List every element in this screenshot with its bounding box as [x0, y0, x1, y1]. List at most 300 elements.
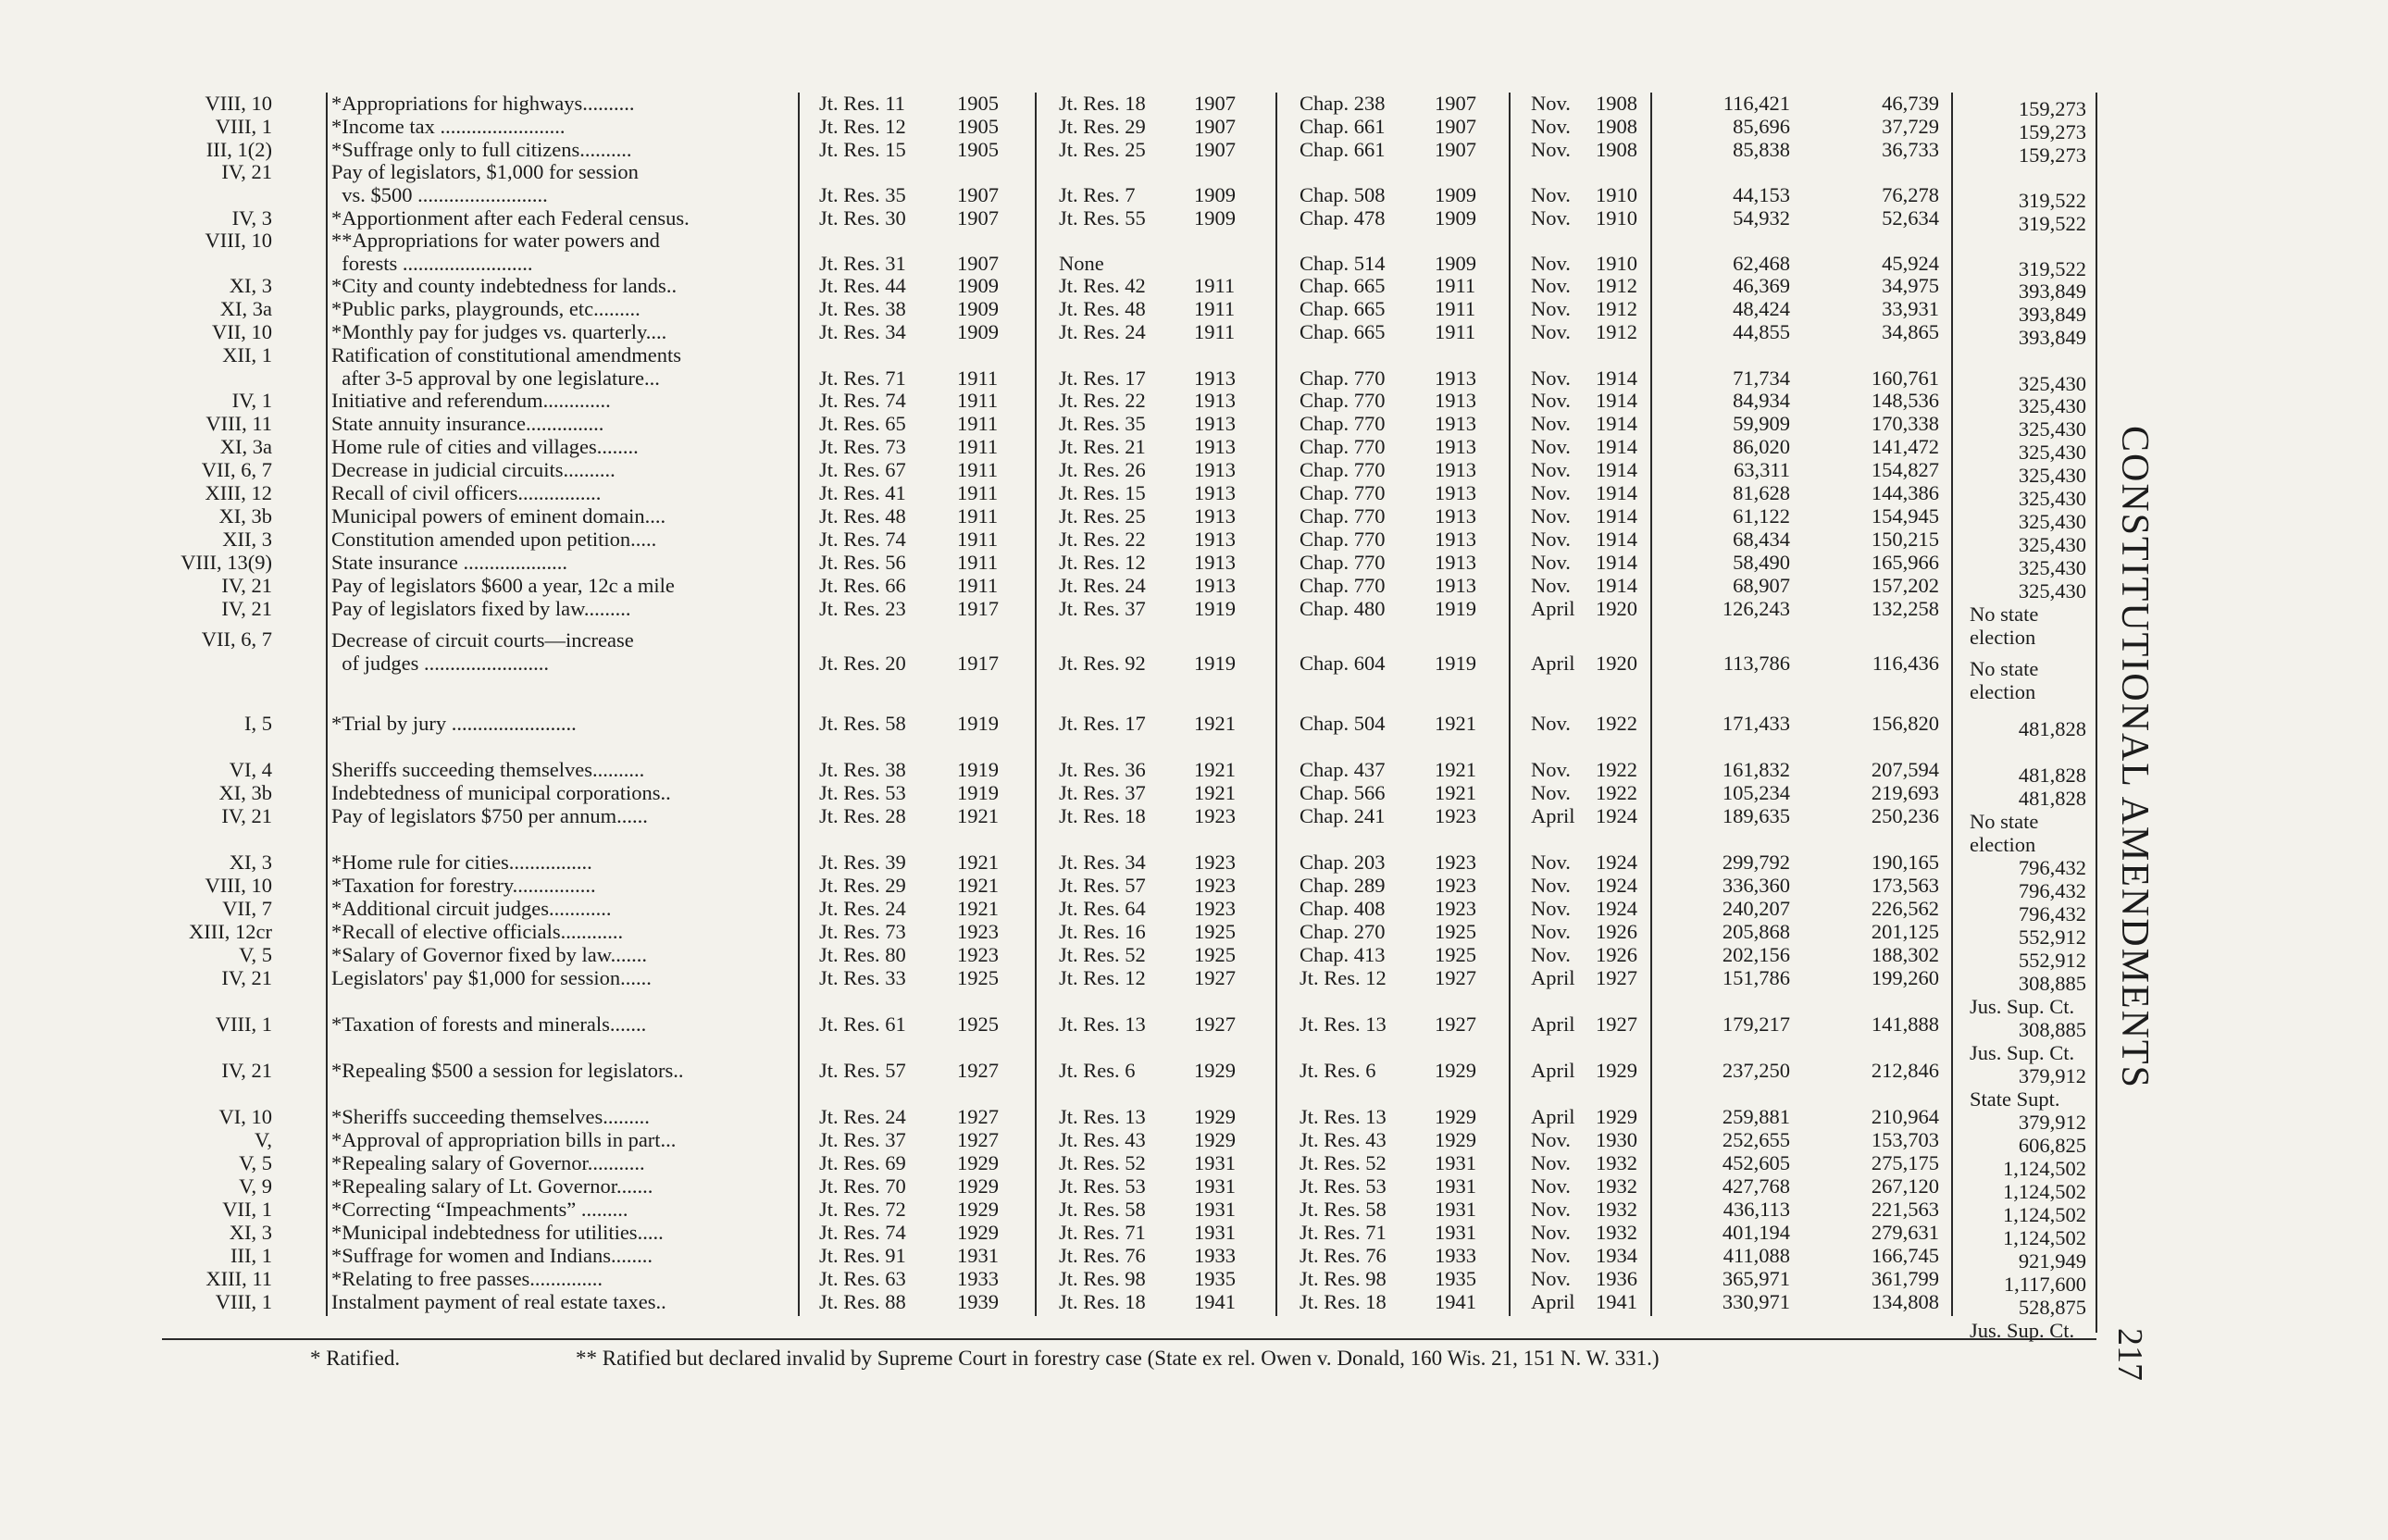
submitted-month-cell: Nov.	[1531, 1267, 1571, 1290]
submitted-year-cell: 1932	[1596, 1221, 1637, 1244]
subject-cell: Ratification of constitutional amendments	[331, 344, 682, 366]
submitted-month-cell: April	[1531, 1012, 1575, 1036]
second-passed-cell: Jt. Res. 22	[1059, 389, 1146, 412]
yes-votes-cell: 46,369	[1733, 274, 1790, 297]
first-year-cell: 1921	[957, 851, 999, 874]
second-passed-cell: Jt. Res. 15	[1059, 481, 1146, 504]
subject-cell: *Salary of Governor fixed by law.......	[331, 944, 647, 966]
first-passed-cell: Jt. Res. 24	[819, 897, 906, 920]
section-cell: IV, 3	[231, 206, 272, 230]
subject-cell: *Municipal indebtedness for utilities.....	[331, 1222, 664, 1244]
submitted-month-cell: Nov.	[1531, 504, 1571, 528]
yes-votes-cell: 84,934	[1733, 389, 1790, 412]
submitted-year-cell: 1924	[1596, 874, 1637, 897]
column-rule	[1509, 93, 1511, 1316]
side-title: CONSTITUTIONAL AMENDMENTS	[2113, 426, 2156, 1089]
first-passed-cell: Jt. Res. 37	[819, 1128, 906, 1151]
submitted-month-cell: Nov.	[1531, 274, 1571, 297]
first-year-cell: 1931	[957, 1244, 999, 1267]
section-cell: I, 5	[244, 712, 272, 735]
no-votes-cell: 154,945	[1871, 504, 1939, 528]
first-passed-cell: Jt. Res. 31	[819, 251, 906, 275]
section-cell: III, 1(2)	[205, 138, 272, 161]
yes-votes-cell: 48,424	[1733, 297, 1790, 320]
chapter-cell: Chap. 238	[1300, 92, 1386, 115]
chapter-cell: Chap. 770	[1300, 435, 1386, 458]
submitted-year-cell: 1910	[1596, 251, 1637, 275]
chapter-cell: Jt. Res. 12	[1300, 966, 1387, 989]
chapter-cell: Chap. 770	[1300, 458, 1386, 481]
submitted-month-cell: Nov.	[1531, 1221, 1571, 1244]
submitted-month-cell: Nov.	[1531, 1198, 1571, 1221]
no-votes-cell: 207,594	[1871, 758, 1939, 781]
first-year-cell: 1905	[957, 115, 999, 138]
second-year-cell: 1929	[1194, 1128, 1236, 1151]
chapter-year-cell: 1935	[1435, 1267, 1476, 1290]
subject-cell: *Additional circuit judges............	[331, 898, 612, 920]
first-passed-cell: Jt. Res. 61	[819, 1012, 906, 1036]
second-year-cell: 1931	[1194, 1151, 1236, 1174]
first-year-cell: 1933	[957, 1267, 999, 1290]
total-vote-cell: election	[1970, 832, 2036, 856]
second-passed-cell: Jt. Res. 36	[1059, 758, 1146, 781]
chapter-year-cell: 1941	[1435, 1290, 1476, 1313]
no-votes-cell: 212,846	[1871, 1059, 1939, 1082]
total-vote-cell: 308,885	[2018, 1018, 2086, 1041]
second-passed-cell: Jt. Res. 37	[1059, 597, 1146, 620]
yes-votes-cell: 252,655	[1722, 1128, 1790, 1151]
first-passed-cell: Jt. Res. 56	[819, 551, 906, 574]
first-passed-cell: Jt. Res. 38	[819, 297, 906, 320]
total-vote-cell: 159,273	[2018, 97, 2086, 120]
subject-cell: vs. $500 .........................	[331, 183, 548, 206]
no-votes-cell: 267,120	[1871, 1174, 1939, 1198]
yes-votes-cell: 161,832	[1722, 758, 1790, 781]
total-vote-cell: 319,522	[2018, 212, 2086, 235]
second-year-cell: 1929	[1194, 1059, 1236, 1082]
subject-cell: of judges ........................	[331, 652, 549, 675]
subject-cell: Decrease of circuit courts—increase	[331, 629, 634, 652]
second-passed-cell: Jt. Res. 92	[1059, 652, 1146, 675]
chapter-year-cell: 1907	[1435, 138, 1476, 161]
first-passed-cell: Jt. Res. 70	[819, 1174, 906, 1198]
chapter-year-cell: 1913	[1435, 366, 1476, 390]
subject-cell: *Correcting “Impeachments” .........	[331, 1198, 628, 1221]
first-passed-cell: Jt. Res. 30	[819, 206, 906, 230]
second-passed-cell: Jt. Res. 12	[1059, 551, 1146, 574]
yes-votes-cell: 205,868	[1722, 920, 1790, 943]
page-number: 217	[2110, 1328, 2149, 1381]
chapter-year-cell: 1913	[1435, 528, 1476, 551]
second-year-cell: 1931	[1194, 1174, 1236, 1198]
submitted-year-cell: 1929	[1596, 1105, 1637, 1128]
first-passed-cell: Jt. Res. 41	[819, 481, 906, 504]
total-vote-cell: Jus. Sup. Ct.	[1970, 994, 2075, 1018]
total-vote-cell: 1,124,502	[2003, 1180, 2086, 1203]
chapter-cell: Chap. 478	[1300, 206, 1386, 230]
first-year-cell: 1911	[957, 481, 999, 504]
subject-cell: Pay of legislators $750 per annum......	[331, 805, 648, 827]
second-passed-cell: Jt. Res. 37	[1059, 781, 1146, 804]
submitted-month-cell: April	[1531, 1059, 1575, 1082]
first-passed-cell: Jt. Res. 35	[819, 182, 906, 206]
second-passed-cell: Jt. Res. 71	[1059, 1221, 1146, 1244]
first-year-cell: 1911	[957, 458, 999, 481]
submitted-year-cell: 1924	[1596, 897, 1637, 920]
submitted-year-cell: 1914	[1596, 574, 1637, 597]
submitted-month-cell: Nov.	[1531, 435, 1571, 458]
submitted-year-cell: 1920	[1596, 652, 1637, 675]
no-votes-cell: 165,966	[1871, 551, 1939, 574]
yes-votes-cell: 54,932	[1733, 206, 1790, 230]
first-passed-cell: Jt. Res. 44	[819, 274, 906, 297]
total-vote-cell: 528,875	[2018, 1296, 2086, 1319]
total-vote-cell: 796,432	[2018, 879, 2086, 902]
chapter-cell: Jt. Res. 18	[1300, 1290, 1387, 1313]
second-year-cell: 1913	[1194, 435, 1236, 458]
subject-cell: *Trial by jury ........................	[331, 713, 577, 735]
total-vote-cell: election	[1970, 679, 2036, 703]
subject-cell: Sheriffs succeeding themselves..........	[331, 759, 645, 781]
submitted-month-cell: Nov.	[1531, 758, 1571, 781]
second-passed-cell: Jt. Res. 55	[1059, 206, 1146, 230]
chapter-year-cell: 1919	[1435, 652, 1476, 675]
total-vote-cell: Jus. Sup. Ct.	[1970, 1040, 2075, 1064]
second-passed-cell: None	[1059, 251, 1104, 275]
submitted-month-cell: April	[1531, 1290, 1575, 1313]
second-year-cell: 1923	[1194, 897, 1236, 920]
subject-cell: *Home rule for cities................	[331, 851, 592, 874]
no-votes-cell: 34,975	[1882, 274, 1939, 297]
yes-votes-cell: 85,696	[1733, 115, 1790, 138]
section-cell: VII, 1	[222, 1198, 272, 1221]
total-vote-cell: 796,432	[2018, 856, 2086, 879]
submitted-month-cell: Nov.	[1531, 389, 1571, 412]
submitted-year-cell: 1914	[1596, 551, 1637, 574]
total-vote-cell: 1,124,502	[2003, 1226, 2086, 1249]
yes-votes-cell: 427,768	[1722, 1174, 1790, 1198]
chapter-year-cell: 1913	[1435, 574, 1476, 597]
column-rule	[1951, 93, 1953, 1316]
submitted-year-cell: 1914	[1596, 366, 1637, 390]
chapter-year-cell: 1931	[1435, 1198, 1476, 1221]
chapter-year-cell: 1911	[1435, 297, 1476, 320]
chapter-cell: Chap. 408	[1300, 897, 1386, 920]
chapter-year-cell: 1921	[1435, 712, 1476, 735]
section-cell: XI, 3b	[218, 504, 272, 528]
first-year-cell: 1907	[957, 206, 999, 230]
second-year-cell: 1925	[1194, 943, 1236, 966]
subject-cell: Initiative and referendum.............	[331, 390, 611, 412]
chapter-cell: Chap. 770	[1300, 574, 1386, 597]
submitted-year-cell: 1914	[1596, 458, 1637, 481]
second-passed-cell: Jt. Res. 6	[1059, 1059, 1136, 1082]
first-year-cell: 1921	[957, 874, 999, 897]
first-passed-cell: Jt. Res. 34	[819, 320, 906, 343]
yes-votes-cell: 171,433	[1722, 712, 1790, 735]
section-cell: XIII, 12cr	[189, 920, 272, 943]
submitted-month-cell: Nov.	[1531, 781, 1571, 804]
second-year-cell: 1941	[1194, 1290, 1236, 1313]
first-passed-cell: Jt. Res. 74	[819, 389, 906, 412]
submitted-month-cell: Nov.	[1531, 206, 1571, 230]
chapter-cell: Jt. Res. 71	[1300, 1221, 1387, 1244]
yes-votes-cell: 330,971	[1722, 1290, 1790, 1313]
no-votes-cell: 45,924	[1882, 251, 1939, 275]
first-year-cell: 1911	[957, 504, 999, 528]
column-rule	[798, 93, 800, 1316]
first-year-cell: 1907	[957, 182, 999, 206]
second-year-cell: 1907	[1194, 138, 1236, 161]
total-vote-cell: 325,430	[2018, 394, 2086, 417]
second-year-cell: 1913	[1194, 574, 1236, 597]
first-year-cell: 1909	[957, 274, 999, 297]
yes-votes-cell: 365,971	[1722, 1267, 1790, 1290]
total-vote-cell: 325,430	[2018, 371, 2086, 395]
subject-cell: *Suffrage only to full citizens..........	[331, 139, 632, 161]
first-year-cell: 1929	[957, 1174, 999, 1198]
chapter-cell: Jt. Res. 76	[1300, 1244, 1387, 1267]
submitted-month-cell: Nov.	[1531, 366, 1571, 390]
first-passed-cell: Jt. Res. 72	[819, 1198, 906, 1221]
chapter-year-cell: 1925	[1435, 943, 1476, 966]
second-year-cell: 1913	[1194, 412, 1236, 435]
submitted-month-cell: Nov.	[1531, 551, 1571, 574]
submitted-year-cell: 1922	[1596, 781, 1637, 804]
chapter-year-cell: 1931	[1435, 1151, 1476, 1174]
section-cell: VIII, 13(9)	[180, 551, 272, 574]
first-passed-cell: Jt. Res. 71	[819, 366, 906, 390]
first-year-cell: 1919	[957, 781, 999, 804]
section-cell: IV, 1	[231, 389, 272, 412]
first-passed-cell: Jt. Res. 73	[819, 920, 906, 943]
subject-cell: Recall of civil officers................	[331, 482, 602, 504]
total-vote-cell: 159,273	[2018, 143, 2086, 167]
submitted-year-cell: 1927	[1596, 1012, 1637, 1036]
first-passed-cell: Jt. Res. 24	[819, 1105, 906, 1128]
chapter-year-cell: 1907	[1435, 92, 1476, 115]
total-vote-cell: Jus. Sup. Ct.	[1970, 1318, 2075, 1342]
chapter-year-cell: 1913	[1435, 551, 1476, 574]
first-passed-cell: Jt. Res. 63	[819, 1267, 906, 1290]
subject-cell: *Taxation of forests and minerals.......	[331, 1013, 647, 1036]
submitted-month-cell: Nov.	[1531, 458, 1571, 481]
section-cell: IV, 21	[221, 574, 272, 597]
submitted-month-cell: Nov.	[1531, 1151, 1571, 1174]
first-passed-cell: Jt. Res. 15	[819, 138, 906, 161]
second-year-cell: 1913	[1194, 366, 1236, 390]
subject-cell: Pay of legislators, $1,000 for session	[331, 161, 639, 183]
no-votes-cell: 33,931	[1882, 297, 1939, 320]
subject-cell: State insurance ....................	[331, 552, 567, 574]
chapter-year-cell: 1925	[1435, 920, 1476, 943]
no-votes-cell: 219,693	[1871, 781, 1939, 804]
first-year-cell: 1917	[957, 652, 999, 675]
total-vote-cell: 325,430	[2018, 487, 2086, 510]
no-votes-cell: 250,236	[1871, 804, 1939, 827]
second-year-cell: 1911	[1194, 320, 1236, 343]
no-votes-cell: 34,865	[1882, 320, 1939, 343]
yes-votes-cell: 336,360	[1722, 874, 1790, 897]
no-votes-cell: 199,260	[1871, 966, 1939, 989]
submitted-year-cell: 1912	[1596, 297, 1637, 320]
section-cell: VIII, 10	[205, 229, 272, 252]
chapter-year-cell: 1929	[1435, 1128, 1476, 1151]
second-passed-cell: Jt. Res. 35	[1059, 412, 1146, 435]
first-passed-cell: Jt. Res. 23	[819, 597, 906, 620]
chapter-year-cell: 1913	[1435, 458, 1476, 481]
total-vote-cell: 552,912	[2018, 949, 2086, 972]
yes-votes-cell: 85,838	[1733, 138, 1790, 161]
chapter-cell: Chap. 514	[1300, 251, 1386, 275]
submitted-year-cell: 1914	[1596, 435, 1637, 458]
chapter-cell: Jt. Res. 98	[1300, 1267, 1387, 1290]
subject-cell: State annuity insurance...............	[331, 413, 604, 435]
submitted-year-cell: 1914	[1596, 481, 1637, 504]
submitted-year-cell: 1910	[1596, 182, 1637, 206]
submitted-month-cell: April	[1531, 804, 1575, 827]
chapter-cell: Chap. 770	[1300, 389, 1386, 412]
chapter-year-cell: 1927	[1435, 966, 1476, 989]
chapter-year-cell: 1913	[1435, 435, 1476, 458]
second-year-cell: 1913	[1194, 528, 1236, 551]
submitted-year-cell: 1914	[1596, 389, 1637, 412]
chapter-year-cell: 1913	[1435, 504, 1476, 528]
no-votes-cell: 226,562	[1871, 897, 1939, 920]
first-year-cell: 1911	[957, 389, 999, 412]
second-passed-cell: Jt. Res. 48	[1059, 297, 1146, 320]
yes-votes-cell: 58,490	[1733, 551, 1790, 574]
section-cell: IV, 21	[221, 597, 272, 620]
chapter-cell: Jt. Res. 58	[1300, 1198, 1387, 1221]
first-year-cell: 1911	[957, 412, 999, 435]
chapter-year-cell: 1929	[1435, 1059, 1476, 1082]
submitted-year-cell: 1912	[1596, 320, 1637, 343]
first-year-cell: 1909	[957, 297, 999, 320]
yes-votes-cell: 299,792	[1722, 851, 1790, 874]
section-cell: VIII, 10	[205, 874, 272, 897]
total-vote-cell: 1,124,502	[2003, 1157, 2086, 1180]
section-cell: VI, 4	[229, 758, 272, 781]
submitted-month-cell: Nov.	[1531, 251, 1571, 275]
chapter-year-cell: 1927	[1435, 1012, 1476, 1036]
first-year-cell: 1929	[957, 1151, 999, 1174]
subject-cell: Constitution amended upon petition.....	[331, 528, 657, 551]
submitted-year-cell: 1927	[1596, 966, 1637, 989]
second-year-cell: 1927	[1194, 1012, 1236, 1036]
second-passed-cell: Jt. Res. 17	[1059, 712, 1146, 735]
yes-votes-cell: 189,635	[1722, 804, 1790, 827]
no-votes-cell: 166,745	[1871, 1244, 1939, 1267]
submitted-month-cell: Nov.	[1531, 1174, 1571, 1198]
section-cell: V, 9	[239, 1174, 272, 1198]
submitted-year-cell: 1922	[1596, 758, 1637, 781]
submitted-year-cell: 1908	[1596, 115, 1637, 138]
chapter-cell: Chap. 270	[1300, 920, 1386, 943]
submitted-month-cell: Nov.	[1531, 182, 1571, 206]
chapter-cell: Chap. 665	[1300, 320, 1386, 343]
second-year-cell: 1911	[1194, 297, 1236, 320]
first-passed-cell: Jt. Res. 48	[819, 504, 906, 528]
yes-votes-cell: 452,605	[1722, 1151, 1790, 1174]
column-rule	[1275, 93, 1277, 1316]
chapter-cell: Chap. 566	[1300, 781, 1386, 804]
yes-votes-cell: 240,207	[1722, 897, 1790, 920]
chapter-year-cell: 1933	[1435, 1244, 1476, 1267]
section-cell: V, 5	[239, 943, 272, 966]
subject-cell: Instalment payment of real estate taxes..	[331, 1291, 666, 1313]
submitted-month-cell: Nov.	[1531, 528, 1571, 551]
second-passed-cell: Jt. Res. 18	[1059, 1290, 1146, 1313]
first-year-cell: 1907	[957, 251, 999, 275]
subject-cell: *Relating to free passes..............	[331, 1268, 603, 1290]
submitted-year-cell: 1926	[1596, 920, 1637, 943]
yes-votes-cell: 436,113	[1723, 1198, 1790, 1221]
submitted-month-cell: Nov.	[1531, 920, 1571, 943]
first-year-cell: 1909	[957, 320, 999, 343]
subject-cell: *Taxation for forestry................	[331, 875, 596, 897]
total-vote-cell: No state	[1970, 810, 2039, 833]
chapter-cell: Jt. Res. 13	[1300, 1105, 1387, 1128]
second-passed-cell: Jt. Res. 12	[1059, 966, 1146, 989]
chapter-year-cell: 1923	[1435, 851, 1476, 874]
section-cell: XIII, 11	[205, 1267, 272, 1290]
first-passed-cell: Jt. Res. 11	[819, 92, 905, 115]
column-rule	[1650, 93, 1652, 1316]
no-votes-cell: 279,631	[1871, 1221, 1939, 1244]
section-cell: XII, 3	[222, 528, 272, 551]
second-year-cell: 1921	[1194, 758, 1236, 781]
total-vote-cell: 319,522	[2018, 188, 2086, 212]
no-votes-cell: 190,165	[1871, 851, 1939, 874]
yes-votes-cell: 151,786	[1722, 966, 1790, 989]
chapter-year-cell: 1919	[1435, 597, 1476, 620]
second-passed-cell: Jt. Res. 98	[1059, 1267, 1146, 1290]
total-vote-cell: No state	[1970, 657, 2039, 680]
section-cell: VII, 6, 7	[201, 627, 272, 651]
yes-votes-cell: 237,250	[1722, 1059, 1790, 1082]
no-votes-cell: 170,338	[1871, 412, 1939, 435]
section-cell: VII, 6, 7	[201, 458, 272, 481]
section-cell: V,	[255, 1128, 272, 1151]
section-cell: V, 5	[239, 1151, 272, 1174]
second-passed-cell: Jt. Res. 53	[1059, 1174, 1146, 1198]
subject-cell: Legislators' pay $1,000 for session......	[331, 967, 652, 989]
total-vote-cell: 1,117,600	[2003, 1273, 2086, 1296]
second-year-cell: 1907	[1194, 115, 1236, 138]
total-vote-cell: 393,849	[2018, 303, 2086, 326]
second-passed-cell: Jt. Res. 21	[1059, 435, 1146, 458]
second-passed-cell: Jt. Res. 13	[1059, 1012, 1146, 1036]
yes-votes-cell: 411,088	[1723, 1244, 1790, 1267]
first-year-cell: 1905	[957, 138, 999, 161]
submitted-year-cell: 1929	[1596, 1059, 1637, 1082]
first-year-cell: 1939	[957, 1290, 999, 1313]
chapter-cell: Chap. 504	[1300, 712, 1386, 735]
section-cell: XI, 3	[229, 851, 272, 874]
subject-cell: *Monthly pay for judges vs. quarterly....	[331, 321, 667, 343]
first-year-cell: 1929	[957, 1198, 999, 1221]
total-vote-cell: 379,912	[2018, 1064, 2086, 1087]
section-cell: XII, 1	[222, 343, 272, 366]
no-votes-cell: 144,386	[1871, 481, 1939, 504]
chapter-year-cell: 1907	[1435, 115, 1476, 138]
chapter-cell: Chap. 661	[1300, 115, 1386, 138]
submitted-year-cell: 1932	[1596, 1174, 1637, 1198]
first-year-cell: 1921	[957, 897, 999, 920]
submitted-month-cell: Nov.	[1531, 897, 1571, 920]
first-year-cell: 1911	[957, 551, 999, 574]
